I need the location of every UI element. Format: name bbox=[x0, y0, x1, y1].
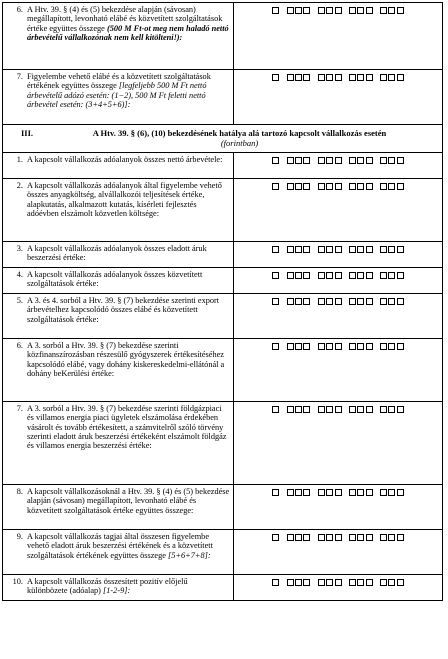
section-title: A Htv. 39. § (6), (10) bekezdésének hatálya alá tartozó kapcsolt vállalkozás esetén bbox=[92, 128, 387, 138]
digit-box[interactable] bbox=[380, 343, 387, 350]
digit-box[interactable] bbox=[295, 579, 302, 586]
digit-group bbox=[286, 72, 311, 81]
digit-box[interactable] bbox=[357, 7, 364, 14]
row-number: 10. bbox=[12, 577, 23, 587]
digit-box[interactable] bbox=[388, 579, 395, 586]
digit-box[interactable] bbox=[366, 579, 373, 586]
row-text-plain: A kapcsolt vállalkozás összesített pozitív előjelű különbözete (adóalap) bbox=[27, 577, 188, 596]
digit-box[interactable] bbox=[287, 183, 294, 190]
digit-box[interactable] bbox=[349, 157, 356, 164]
digit-box[interactable] bbox=[380, 246, 387, 253]
digit-box[interactable] bbox=[287, 7, 294, 14]
digit-group bbox=[286, 341, 311, 350]
digit-box[interactable] bbox=[349, 74, 356, 81]
row-number: 6. bbox=[16, 5, 23, 14]
digit-box[interactable] bbox=[357, 579, 364, 586]
digit-box[interactable] bbox=[357, 298, 364, 305]
amount-boxes[interactable] bbox=[234, 402, 443, 485]
digit-box[interactable] bbox=[366, 489, 373, 496]
digit-box[interactable] bbox=[335, 534, 342, 541]
digit-group bbox=[348, 270, 373, 279]
digit-group bbox=[379, 5, 404, 14]
digit-box[interactable] bbox=[318, 298, 325, 305]
digit-box[interactable] bbox=[357, 534, 364, 541]
digit-box[interactable] bbox=[349, 406, 356, 413]
row-text-formula: [1-2-9]: bbox=[103, 586, 131, 596]
digit-box[interactable] bbox=[366, 74, 373, 81]
digit-box[interactable] bbox=[326, 157, 333, 164]
row-text-plain: A kapcsolt vállalkozás tagjai által összesen figyelembe vehető eladott áruk beszerzési értékének és a közvetített szolgáltatások értékének együttes összege bbox=[27, 532, 213, 560]
digit-box[interactable] bbox=[318, 343, 325, 350]
digit-group bbox=[348, 181, 373, 190]
digit-group bbox=[286, 270, 311, 279]
digit-box[interactable] bbox=[303, 534, 310, 541]
digit-group bbox=[379, 532, 404, 541]
digit-box[interactable] bbox=[303, 157, 310, 164]
digit-box[interactable] bbox=[397, 406, 404, 413]
digit-box[interactable] bbox=[295, 298, 302, 305]
digit-box[interactable] bbox=[335, 183, 342, 190]
digit-box[interactable] bbox=[326, 534, 333, 541]
digit-group bbox=[272, 5, 280, 14]
digit-group bbox=[379, 244, 404, 253]
digit-box[interactable] bbox=[349, 343, 356, 350]
digit-group bbox=[348, 72, 373, 81]
digit-box[interactable] bbox=[287, 406, 294, 413]
digit-box[interactable] bbox=[388, 343, 395, 350]
digit-box[interactable] bbox=[303, 298, 310, 305]
digit-box[interactable] bbox=[349, 246, 356, 253]
row-text: A kapcsolt vállalkozás adóalanyok által figyelembe vehető összes anyagköltség, alvállalkozói teljesítések értéke, alapkutatás, alkalmazott kutatás, kísérleti fejlesztés adóévben elszámolt közvetlen költsége: bbox=[27, 181, 222, 218]
row-label-cell bbox=[3, 530, 234, 575]
digit-box[interactable] bbox=[295, 7, 302, 14]
digit-box[interactable] bbox=[397, 534, 404, 541]
digit-box[interactable] bbox=[287, 246, 294, 253]
digit-group bbox=[379, 155, 404, 164]
digit-box[interactable] bbox=[335, 579, 342, 586]
digit-box[interactable] bbox=[318, 272, 325, 279]
digit-group bbox=[272, 296, 280, 305]
digit-box[interactable] bbox=[366, 298, 373, 305]
digit-group bbox=[286, 404, 311, 413]
amount-boxes[interactable] bbox=[234, 485, 443, 530]
digit-group bbox=[286, 487, 311, 496]
row-label-cell bbox=[3, 575, 234, 601]
digit-box[interactable] bbox=[357, 343, 364, 350]
digit-group bbox=[348, 244, 373, 253]
digit-box[interactable] bbox=[397, 298, 404, 305]
digit-box[interactable] bbox=[366, 183, 373, 190]
digit-box[interactable] bbox=[295, 157, 302, 164]
digit-box[interactable] bbox=[366, 406, 373, 413]
digit-box[interactable] bbox=[318, 579, 325, 586]
digit-group bbox=[379, 181, 404, 190]
digit-group bbox=[379, 296, 404, 305]
digit-box[interactable] bbox=[380, 406, 387, 413]
digit-box[interactable] bbox=[380, 579, 387, 586]
digit-group bbox=[379, 487, 404, 496]
digit-group bbox=[272, 487, 280, 496]
digit-box[interactable] bbox=[388, 7, 395, 14]
digit-box[interactable] bbox=[397, 157, 404, 164]
digit-box[interactable] bbox=[388, 489, 395, 496]
digit-group bbox=[379, 404, 404, 413]
digit-box[interactable] bbox=[349, 489, 356, 496]
digit-box[interactable] bbox=[397, 579, 404, 586]
digit-group bbox=[272, 577, 280, 586]
row-number: 4. bbox=[16, 270, 23, 280]
digit-box[interactable] bbox=[272, 343, 279, 350]
digit-box[interactable] bbox=[272, 157, 279, 164]
digit-box[interactable] bbox=[318, 489, 325, 496]
amount-boxes[interactable] bbox=[234, 575, 443, 601]
digit-group bbox=[317, 341, 342, 350]
digit-group bbox=[348, 577, 373, 586]
digit-box[interactable] bbox=[397, 489, 404, 496]
row-label-cell bbox=[3, 242, 234, 268]
row-text bbox=[27, 577, 230, 596]
digit-group bbox=[317, 577, 342, 586]
digit-box[interactable] bbox=[388, 74, 395, 81]
digit-group bbox=[348, 487, 373, 496]
digit-box[interactable] bbox=[357, 183, 364, 190]
row-number: 7. bbox=[16, 404, 23, 414]
digit-box[interactable] bbox=[380, 489, 387, 496]
digit-box[interactable] bbox=[326, 489, 333, 496]
digit-box[interactable] bbox=[366, 272, 373, 279]
digit-box[interactable] bbox=[295, 74, 302, 81]
digit-box[interactable] bbox=[303, 579, 310, 586]
digit-group bbox=[348, 155, 373, 164]
digit-group bbox=[317, 244, 342, 253]
row-label-cell bbox=[3, 3, 234, 70]
row-label-cell bbox=[3, 485, 234, 530]
digit-group bbox=[317, 72, 342, 81]
form-row bbox=[3, 242, 443, 268]
digit-box[interactable] bbox=[303, 246, 310, 253]
digit-box[interactable] bbox=[272, 183, 279, 190]
row-number: 5. bbox=[16, 296, 23, 306]
form-row bbox=[3, 153, 443, 179]
digit-box[interactable] bbox=[272, 272, 279, 279]
row-text: A 3. sorból a Htv. 39. § (7) bekezdése szerinti földgázpiaci és villamos energia piaci ügyletek elszámolása érdekében vásárolt és tovább értékesített, a számvitelről szóló törvény szerinti eladott áruk beszerzési értékeként elszámolt földgáz és villamos energia beszerzési értéke: bbox=[27, 404, 227, 451]
digit-box[interactable] bbox=[318, 246, 325, 253]
digit-box[interactable] bbox=[295, 183, 302, 190]
digit-box[interactable] bbox=[335, 7, 342, 14]
digit-box[interactable] bbox=[295, 272, 302, 279]
digit-box[interactable] bbox=[318, 183, 325, 190]
amount-boxes[interactable] bbox=[234, 242, 443, 268]
row-text-plain: A Htv. 39. § (4) és (5) bekezdése alapján (sávosan) megállapított, levonható elábé és közvetített szolgáltatások értéke együttes összege bbox=[27, 5, 223, 33]
form-row bbox=[3, 70, 443, 125]
digit-group bbox=[286, 5, 311, 14]
digit-box[interactable] bbox=[380, 7, 387, 14]
row-text: A kapcsolt vállalkozás adóalanyok összes nettó árbevétele: bbox=[27, 155, 223, 165]
digit-box[interactable] bbox=[326, 579, 333, 586]
digit-group bbox=[348, 404, 373, 413]
digit-box[interactable] bbox=[380, 534, 387, 541]
amount-boxes[interactable] bbox=[234, 153, 443, 179]
digit-box[interactable] bbox=[335, 489, 342, 496]
digit-box[interactable] bbox=[335, 272, 342, 279]
row-label-cell bbox=[3, 268, 234, 294]
digit-box[interactable] bbox=[272, 489, 279, 496]
digit-box[interactable] bbox=[366, 157, 373, 164]
digit-group bbox=[272, 181, 280, 190]
digit-group bbox=[286, 155, 311, 164]
digit-box[interactable] bbox=[287, 298, 294, 305]
form-row bbox=[3, 402, 443, 485]
section-header bbox=[3, 125, 443, 153]
digit-box[interactable] bbox=[388, 272, 395, 279]
digit-box[interactable] bbox=[335, 246, 342, 253]
digit-group bbox=[348, 296, 373, 305]
digit-box[interactable] bbox=[335, 74, 342, 81]
digit-group bbox=[317, 404, 342, 413]
digit-group bbox=[317, 5, 342, 14]
digit-group bbox=[272, 270, 280, 279]
digit-box[interactable] bbox=[303, 183, 310, 190]
digit-box[interactable] bbox=[287, 272, 294, 279]
row-number: 8. bbox=[16, 487, 23, 497]
amount-boxes[interactable] bbox=[234, 268, 443, 294]
row-text-formula: [legfeljebb 500 M Ft nettó árbevételű adózó esetén: (1−2), 500 M Ft feletti nettó árbevétel esetén: (3+4+5+6)]: bbox=[27, 81, 207, 109]
row-text: A 3. és 4. sorból a Htv. 39. § (7) bekezdése szerinti export árbevételhez kapcsolódó összes elábé és közvetített szolgáltatások értéke: bbox=[27, 296, 220, 324]
digit-group bbox=[379, 72, 404, 81]
digit-box[interactable] bbox=[349, 272, 356, 279]
digit-box[interactable] bbox=[397, 272, 404, 279]
row-label-cell bbox=[3, 339, 234, 402]
digit-box[interactable] bbox=[272, 298, 279, 305]
row-label-cell bbox=[3, 294, 234, 339]
row-text bbox=[27, 5, 230, 42]
digit-box[interactable] bbox=[357, 74, 364, 81]
row-label-cell bbox=[3, 179, 234, 242]
digit-box[interactable] bbox=[272, 74, 279, 81]
digit-group bbox=[272, 244, 280, 253]
row-text: A 3. sorból a Htv. 39. § (7) bekezdése szerinti közfinanszírozásban részesülő gyógyszerek értékesítéséhez kapcsolódó elábé, vagy dohány kiskereskedelmi-ellátónál a dohány beKerülési értéke: bbox=[27, 341, 225, 378]
digit-box[interactable] bbox=[318, 534, 325, 541]
digit-box[interactable] bbox=[318, 406, 325, 413]
digit-box[interactable] bbox=[287, 534, 294, 541]
digit-group bbox=[272, 404, 280, 413]
digit-box[interactable] bbox=[380, 74, 387, 81]
form-row bbox=[3, 294, 443, 339]
digit-box[interactable] bbox=[295, 489, 302, 496]
digit-box[interactable] bbox=[287, 343, 294, 350]
digit-box[interactable] bbox=[397, 183, 404, 190]
row-number: 7. bbox=[16, 72, 23, 81]
digit-box[interactable] bbox=[366, 534, 373, 541]
digit-box[interactable] bbox=[295, 534, 302, 541]
digit-group bbox=[272, 532, 280, 541]
digit-box[interactable] bbox=[357, 406, 364, 413]
digit-box[interactable] bbox=[287, 157, 294, 164]
digit-box[interactable] bbox=[380, 272, 387, 279]
digit-box[interactable] bbox=[287, 579, 294, 586]
digit-box[interactable] bbox=[380, 183, 387, 190]
digit-group bbox=[317, 270, 342, 279]
row-text bbox=[27, 532, 230, 560]
digit-box[interactable] bbox=[388, 298, 395, 305]
digit-box[interactable] bbox=[357, 272, 364, 279]
digit-group bbox=[286, 244, 311, 253]
digit-box[interactable] bbox=[287, 489, 294, 496]
digit-box[interactable] bbox=[326, 298, 333, 305]
digit-box[interactable] bbox=[366, 7, 373, 14]
digit-box[interactable] bbox=[303, 272, 310, 279]
digit-group bbox=[348, 5, 373, 14]
digit-box[interactable] bbox=[397, 7, 404, 14]
row-text bbox=[27, 72, 230, 109]
digit-box[interactable] bbox=[326, 246, 333, 253]
digit-box[interactable] bbox=[272, 579, 279, 586]
amount-boxes[interactable] bbox=[234, 339, 443, 402]
digit-box[interactable] bbox=[272, 406, 279, 413]
digit-box[interactable] bbox=[326, 272, 333, 279]
row-text: A kapcsolt vállalkozás adóalanyok összes eladott áruk beszerzési értéke: bbox=[27, 244, 207, 263]
digit-box[interactable] bbox=[287, 74, 294, 81]
digit-group bbox=[379, 577, 404, 586]
digit-box[interactable] bbox=[380, 298, 387, 305]
digit-box[interactable] bbox=[349, 183, 356, 190]
digit-box[interactable] bbox=[303, 489, 310, 496]
digit-group bbox=[317, 532, 342, 541]
digit-group bbox=[379, 270, 404, 279]
row-text-formula: [5+6+7+8]: bbox=[168, 550, 211, 560]
digit-box[interactable] bbox=[326, 343, 333, 350]
digit-group bbox=[348, 341, 373, 350]
digit-group bbox=[317, 155, 342, 164]
digit-box[interactable] bbox=[388, 246, 395, 253]
digit-box[interactable] bbox=[303, 74, 310, 81]
digit-box[interactable] bbox=[335, 298, 342, 305]
row-text: A kapcsolt vállalkozás adóalanyok összes közvetített szolgáltatások értéke: bbox=[27, 270, 203, 289]
digit-box[interactable] bbox=[335, 343, 342, 350]
row-text-emphasis: (500 M Ft-ot meg nem haladó nettó árbevételű vállalkozónak nem kell kitölteni!): bbox=[27, 23, 229, 42]
digit-box[interactable] bbox=[326, 183, 333, 190]
row-number: 1. bbox=[16, 155, 23, 165]
amount-boxes[interactable] bbox=[234, 294, 443, 339]
digit-box[interactable] bbox=[295, 343, 302, 350]
digit-box[interactable] bbox=[388, 183, 395, 190]
amount-boxes[interactable] bbox=[234, 179, 443, 242]
row-text: A kapcsolt vállalkozásoknál a Htv. 39. § (4) és (5) bekezdése alapján (sávosan) megállapított, levonható elábé és közvetített szolgáltatások értéke együttes összege: bbox=[27, 487, 230, 515]
digit-box[interactable] bbox=[357, 246, 364, 253]
amount-boxes[interactable] bbox=[234, 3, 443, 70]
digit-box[interactable] bbox=[366, 343, 373, 350]
digit-box[interactable] bbox=[380, 157, 387, 164]
digit-box[interactable] bbox=[326, 406, 333, 413]
row-number: 9. bbox=[16, 532, 23, 542]
section-subtitle: (forintban) bbox=[220, 137, 259, 148]
digit-box[interactable] bbox=[349, 579, 356, 586]
digit-group bbox=[317, 296, 342, 305]
digit-box[interactable] bbox=[397, 343, 404, 350]
section-number: III. bbox=[21, 128, 34, 138]
digit-group bbox=[286, 532, 311, 541]
row-number: 6. bbox=[16, 341, 23, 351]
digit-group bbox=[286, 181, 311, 190]
digit-box[interactable] bbox=[357, 489, 364, 496]
digit-box[interactable] bbox=[335, 406, 342, 413]
digit-box[interactable] bbox=[349, 7, 356, 14]
digit-box[interactable] bbox=[295, 406, 302, 413]
section-header-row bbox=[3, 125, 443, 153]
form-row bbox=[3, 339, 443, 402]
digit-group bbox=[317, 181, 342, 190]
digit-box[interactable] bbox=[295, 246, 302, 253]
digit-box[interactable] bbox=[349, 298, 356, 305]
digit-box[interactable] bbox=[272, 246, 279, 253]
digit-box[interactable] bbox=[318, 7, 325, 14]
digit-group bbox=[317, 487, 342, 496]
digit-box[interactable] bbox=[303, 7, 310, 14]
digit-box[interactable] bbox=[388, 534, 395, 541]
form-row bbox=[3, 3, 443, 70]
digit-box[interactable] bbox=[272, 534, 279, 541]
row-label-cell bbox=[3, 153, 234, 179]
row-label-cell bbox=[3, 402, 234, 485]
row-label-cell bbox=[3, 70, 234, 125]
tax-form-table bbox=[2, 2, 443, 601]
digit-group bbox=[286, 577, 311, 586]
digit-box[interactable] bbox=[272, 7, 279, 14]
digit-box[interactable] bbox=[303, 343, 310, 350]
digit-box[interactable] bbox=[397, 246, 404, 253]
form-row bbox=[3, 268, 443, 294]
digit-box[interactable] bbox=[326, 7, 333, 14]
digit-box[interactable] bbox=[357, 157, 364, 164]
digit-box[interactable] bbox=[335, 157, 342, 164]
row-number: 3. bbox=[16, 244, 23, 254]
digit-group bbox=[272, 155, 280, 164]
digit-box[interactable] bbox=[318, 74, 325, 81]
digit-box[interactable] bbox=[366, 246, 373, 253]
digit-group bbox=[286, 296, 311, 305]
form-row bbox=[3, 530, 443, 575]
amount-boxes[interactable] bbox=[234, 530, 443, 575]
digit-box[interactable] bbox=[349, 534, 356, 541]
digit-group bbox=[379, 341, 404, 350]
form-row bbox=[3, 179, 443, 242]
digit-box[interactable] bbox=[318, 157, 325, 164]
form-row bbox=[3, 485, 443, 530]
amount-boxes[interactable] bbox=[234, 70, 443, 125]
row-text-plain: Figyelembe vehető elábé és a közvetített szolgáltatások értékének együttes összege bbox=[27, 72, 211, 91]
digit-box[interactable] bbox=[388, 157, 395, 164]
digit-group bbox=[272, 341, 280, 350]
digit-group bbox=[348, 532, 373, 541]
digit-group bbox=[272, 72, 280, 81]
digit-box[interactable] bbox=[397, 74, 404, 81]
row-number: 2. bbox=[16, 181, 23, 191]
digit-box[interactable] bbox=[388, 406, 395, 413]
section-title-wrap bbox=[41, 129, 438, 148]
digit-box[interactable] bbox=[303, 406, 310, 413]
form-row bbox=[3, 575, 443, 601]
digit-box[interactable] bbox=[326, 74, 333, 81]
